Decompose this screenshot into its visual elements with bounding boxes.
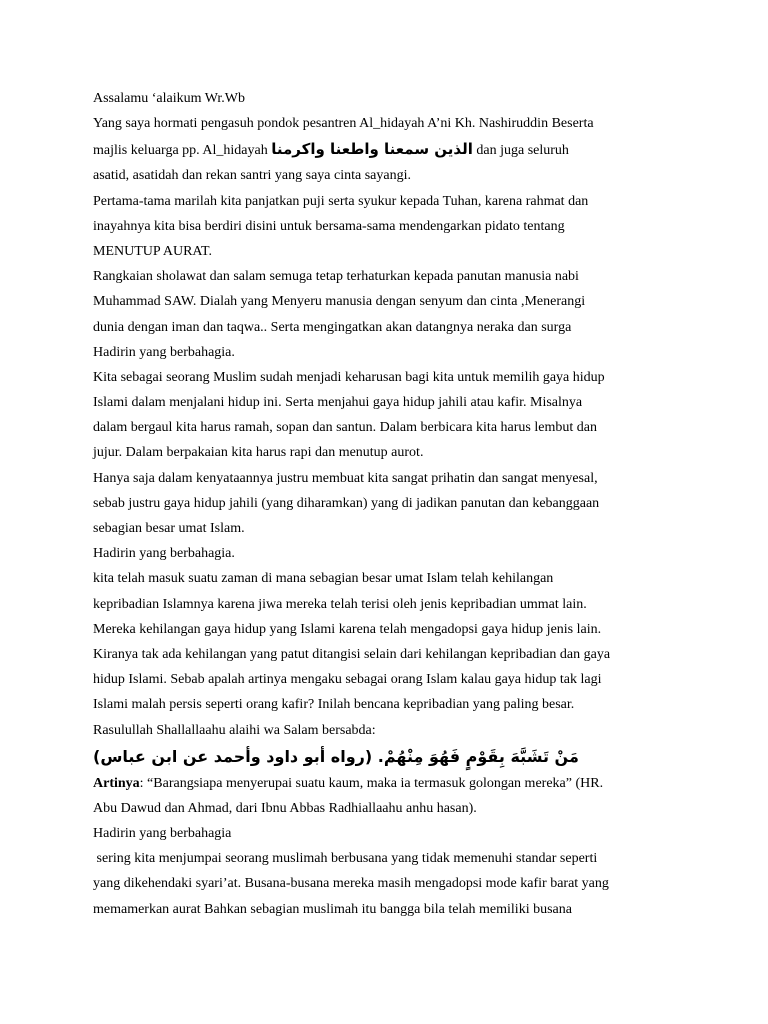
opening-arabic-phrase: الذين سمعنا واطعنا واكرمنا	[271, 140, 473, 159]
zaman-line: Rasulullah Shallallaahu alaihi wa Salam bersabda:	[93, 722, 376, 738]
opening-line-2	[93, 136, 673, 163]
prihatin-line: sebagian besar umat Islam.	[93, 521, 245, 536]
hadirin-line: Hadirin yang berbahagia.	[93, 546, 235, 562]
zaman-line: hidup Islami. Sebab apalah artinya mengaku sebagai orang Islam kalau gaya hidup tak lagi	[93, 672, 602, 688]
opening-line-1: Yang saya hormati pengasuh pondok pesantren Al_hidayah A’ni Kh. Nashiruddin Beserta	[93, 116, 594, 132]
zaman-line: kepribadian Islamnya karena jiwa mereka telah terisi oleh jenis kepribadian ummat lain.	[93, 596, 587, 612]
opening-line-2-pre: majlis keluarga pp. Al_hidayah	[93, 143, 272, 159]
zaman-line: Islami malah persis seperti orang kafir? Inilah bencana kepribadian yang paling besar.	[93, 697, 575, 713]
intro-line: MENUTUP AURAT.	[93, 243, 213, 259]
speech-text	[93, 86, 673, 922]
hadirin-line: Hadirin yang berbahagia	[93, 826, 232, 842]
artinya-text: : “Barangsiapa menyerupai suatu kaum, maka ia termasuk golongan mereka” (HR.	[139, 775, 604, 791]
muslim-line: Islami dalam menjalani hidup ini. Serta menjahui gaya hidup jahili atau kafir. Misalnya	[93, 395, 583, 411]
artinya-label: Artinya	[93, 775, 140, 791]
sholawat-line: Hadirin yang berbahagia.	[93, 344, 235, 360]
opening-line-2-post: dan juga seluruh	[472, 143, 569, 159]
artinya-line-2: Abu Dawud dan Ahmad, dari Ibnu Abbas Radhiallaahu anhu hasan).	[93, 800, 477, 816]
artinya-line-1	[93, 771, 673, 796]
zaman-line: Mereka kehilangan gaya hidup yang Islami karena telah mengadopsi gaya hidup jenis lain.	[93, 621, 602, 637]
muslim-line: dalam bergaul kita harus ramah, sopan dan santun. Dalam berbicara kita harus lembut dan	[93, 420, 597, 436]
zaman-line: kita telah masuk suatu zaman di mana sebagian besar umat Islam telah kehilangan	[93, 571, 554, 587]
opening-line-3: asatid, asatidah dan rekan santri yang saya cinta sayangi.	[93, 168, 411, 184]
busana-line: sering kita menjumpai seorang muslimah berbusana yang tidak memenuhi standar seperti	[93, 851, 598, 867]
intro-line: inayahnya kita bisa berdiri disini untuk bersama-sama mendengarkan pidato tentang	[93, 218, 565, 234]
sholawat-line: dunia dengan iman dan taqwa.. Serta mengingatkan akan datangnya neraka dan surga	[93, 319, 572, 335]
prihatin-line: sebab justru gaya hidup jahili (yang diharamkan) yang di jadikan panutan dan kebanggaan	[93, 495, 600, 511]
hadith-arabic: مَنْ تَشَبَّهَ بِقَوْمٍ فَهُوَ مِنْهُمْ. (رواه أبو داود وأحمد عن ابن عباس)	[93, 746, 579, 766]
busana-line: memamerkan aurat Bahkan sebagian muslimah itu bangga bila telah memiliki busana	[93, 901, 572, 917]
sholawat-line: Muhammad SAW. Dialah yang Menyeru manusia dengan senyum dan cinta ,Menerangi	[93, 294, 586, 310]
prihatin-line: Hanya saja dalam kenyataannya justru membuat kita sangat prihatin dan sangat menyesal,	[93, 470, 598, 486]
muslim-line: Kita sebagai seorang Muslim sudah menjadi keharusan bagi kita untuk memilih gaya hidup	[93, 369, 605, 385]
greeting-line: Assalamu ‘alaikum Wr.Wb	[93, 91, 245, 106]
busana-line: yang dikehendaki syari’at. Busana-busana mereka masih mengadopsi mode kafir barat yang	[93, 876, 609, 892]
zaman-line: Kiranya tak ada kehilangan yang patut ditangisi selain dari kehilangan kepribadian dan gaya	[93, 646, 611, 662]
intro-line: Pertama-tama marilah kita panjatkan puji serta syukur kepada Tuhan, karena rahmat dan	[93, 193, 589, 209]
muslim-line: jujur. Dalam berpakaian kita harus rapi dan menutup aurot.	[93, 445, 424, 461]
sholawat-line: Rangkaian sholawat dan salam semuga tetap terhaturkan kepada panutan manusia nabi	[93, 269, 579, 285]
